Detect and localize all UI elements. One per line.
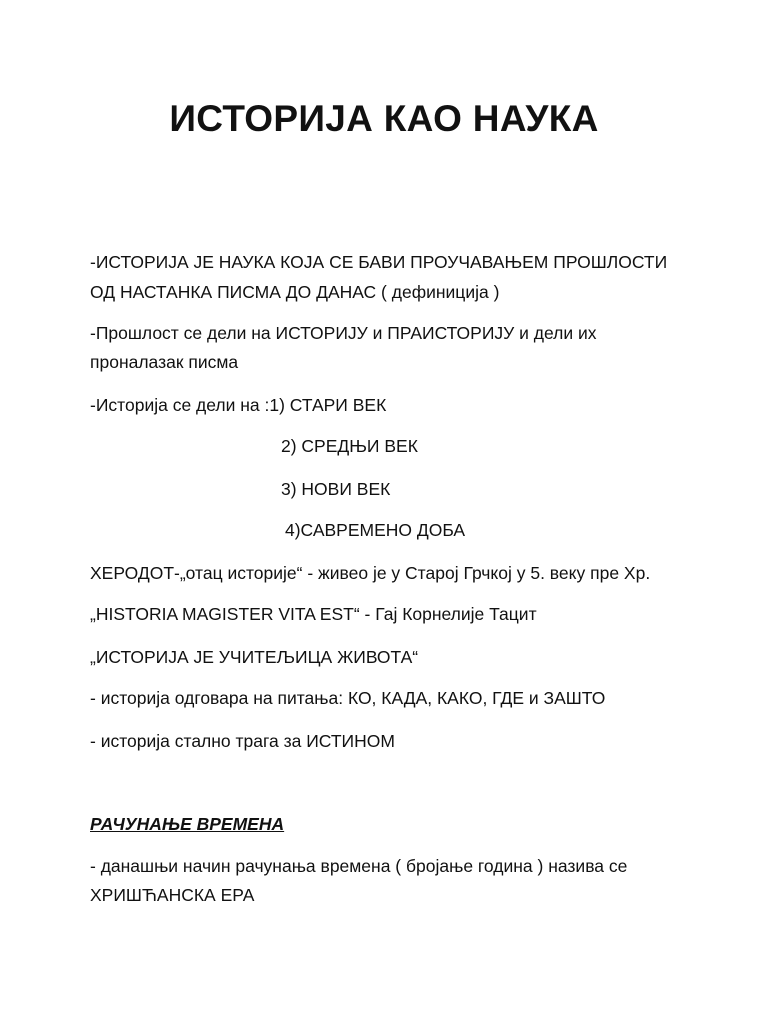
period-item-2: 2) СРЕДЊИ ВЕК <box>281 436 418 456</box>
division-line-1: -Прошлост се дели на ИСТОРИЈУ и ПРАИСТОРИЈУ и дели их <box>90 323 597 343</box>
section-heading: РАЧУНАЊЕ ВРЕМЕНА <box>90 814 285 834</box>
definition-line-2: ОД НАСТАНКА ПИСМА ДО ДАНАС ( дефиниција ) <box>90 282 500 302</box>
page-title: ИСТОРИЈА КАО НАУКА <box>169 98 599 139</box>
periods-intro: -Историја се дели на :1) СТАРИ ВЕК <box>90 395 387 415</box>
era-line-2: ХРИШЋАНСКА ЕРА <box>90 885 255 905</box>
period-item-4: 4)САВРЕМЕНО ДОБА <box>285 520 466 540</box>
division-line-2: проналазак писма <box>90 352 239 372</box>
latin-quote-line: „HISTORIA MAGISTER VITA EST“ - Гај Корнелије Тацит <box>90 604 537 624</box>
quote-translation-line: „ИСТОРИЈА ЈЕ УЧИТЕЉИЦА ЖИВОТА“ <box>90 647 419 667</box>
period-item-3: 3) НОВИ ВЕК <box>281 479 391 499</box>
definition-line-1: -ИСТОРИЈА ЈЕ НАУКА КОЈА СЕ БАВИ ПРОУЧАВАЊЕМ ПРОШЛОСТИ <box>90 252 668 272</box>
herodotus-line: ХЕРОДОТ-„отац историје“ - живео је у Старој Грчкој у 5. веку пре Хр. <box>90 563 651 583</box>
era-line-1: - данашњи начин рачунања времена ( бројање година ) назива се <box>90 856 628 876</box>
truth-line: - историја стално трага за ИСТИНОМ <box>90 731 395 751</box>
questions-line: - историја одговара на питања: КО, КАДА, КАКО, ГДЕ и ЗАШТО <box>90 688 606 708</box>
